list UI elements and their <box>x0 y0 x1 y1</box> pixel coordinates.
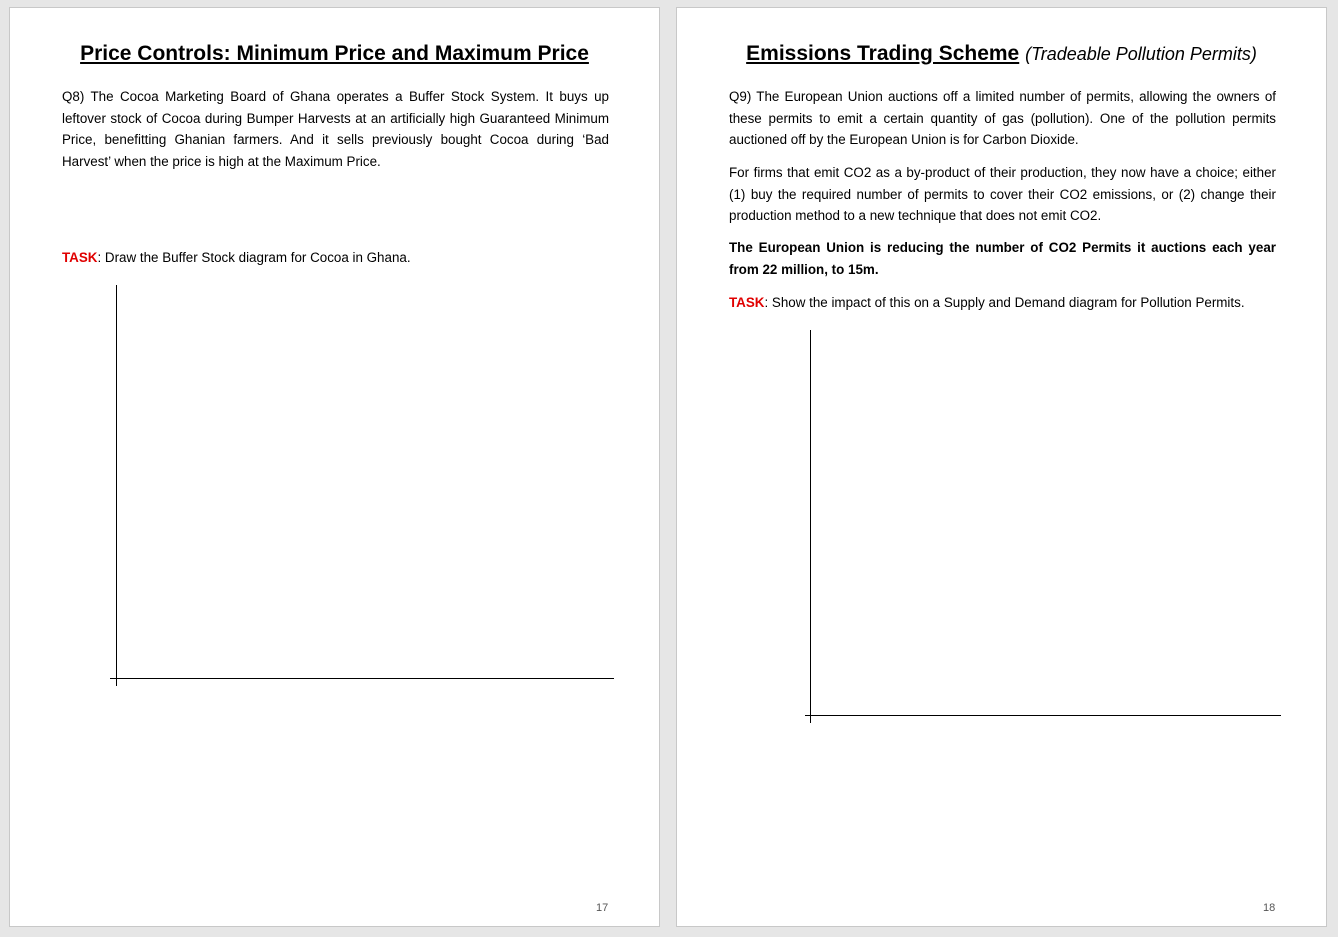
y-axis-line <box>810 330 811 723</box>
task-line <box>729 292 1276 314</box>
page-title-text: Price Controls: Minimum Price and Maximum Price <box>80 42 589 65</box>
x-axis-line <box>805 715 1281 716</box>
task-label: TASK <box>729 295 765 310</box>
task-text: : Draw the Buffer Stock diagram for Cocoa in Ghana. <box>97 250 411 265</box>
page-number: 18 <box>1263 902 1276 914</box>
task-label: TASK <box>62 250 98 265</box>
paragraph-permit-reduction: The European Union is reducing the number of CO2 Permits it auctions each year from 22 million, to 15m. <box>729 240 1276 277</box>
x-axis-line <box>110 678 614 679</box>
task-text: : Show the impact of this on a Supply and Demand diagram for Pollution Permits. <box>764 295 1245 310</box>
page-title-text: Emissions Trading Scheme <box>746 42 1020 65</box>
y-axis-line <box>116 285 117 686</box>
document-page-17 <box>9 7 660 927</box>
page-number: 17 <box>596 902 609 914</box>
page-title <box>10 42 659 66</box>
page-title <box>677 42 1326 66</box>
task-line <box>62 247 609 269</box>
paragraph-co2-choice: For firms that emit CO2 as a by-product of their production, they now have a choice; either (1) buy the required number of permits to cover their CO2 emissions, or (2) change their production method to a new technique that does not emit CO2. <box>729 165 1276 224</box>
page-subtitle: (Tradeable Pollution Permits) <box>1025 44 1257 64</box>
question-q8: Q8) The Cocoa Marketing Board of Ghana operates a Buffer Stock System. It buys up leftover stock of Cocoa during Bumper Harvests at an artificially high Guaranteed Minimum Price, benefitting Ghanian farmers. And it sells previously bought Cocoa during ‘Bad Harvest’ when the price is high at the Maximum Price. <box>62 89 609 170</box>
question-q9: Q9) The European Union auctions off a limited number of permits, allowing the owners of these permits to emit a certain quantity of gas (pollution). One of the pollution permits auctioned off by the European Union is for Carbon Dioxide. <box>729 89 1276 148</box>
document-page-18 <box>676 7 1327 927</box>
